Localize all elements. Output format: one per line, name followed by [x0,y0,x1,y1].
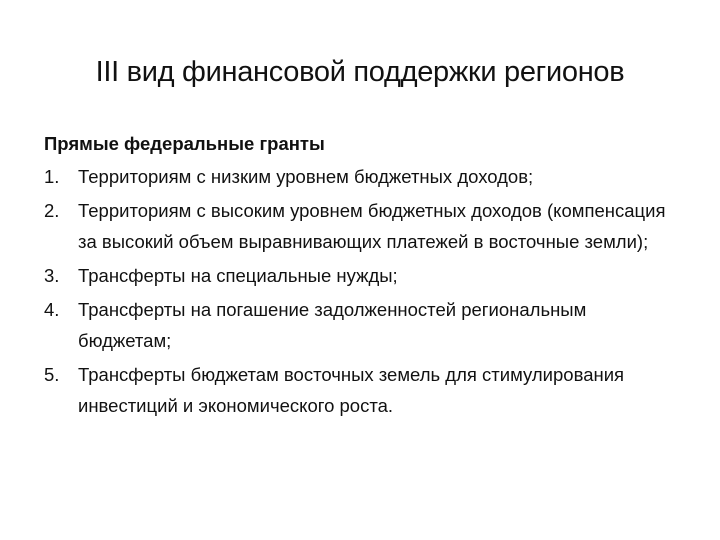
list-item-text: Трансферты бюджетам восточных земель для стимулирования инвестиций и экономического роста. [78,364,625,416]
numbered-list [44,161,674,421]
list-item-number: 5. [44,364,60,385]
list-item-text: Трансферты на погашение задолженностей региональным бюджетам; [78,299,587,351]
subheading: Прямые федеральные гранты [44,133,325,154]
list-item [44,161,674,192]
list-item-text: Территориям с высоким уровнем бюджетных доходов (компенсация за высокий объем выравнивающих платежей в восточные земли); [78,200,666,252]
list-item [44,359,674,421]
list-item-number: 4. [44,299,60,320]
list-item-number: 3. [44,265,60,286]
list-item-number: 2. [44,200,60,221]
slide-title: III вид финансовой поддержки регионов [95,56,625,88]
list-item-text: Территориям с низким уровнем бюджетных доходов; [78,166,534,187]
list-item [44,195,674,257]
slide-content [44,128,674,424]
list-item [44,260,674,291]
list-item-text: Трансферты на специальные нужды; [78,265,398,286]
list-item-number: 1. [44,166,60,187]
list-item [44,294,674,356]
